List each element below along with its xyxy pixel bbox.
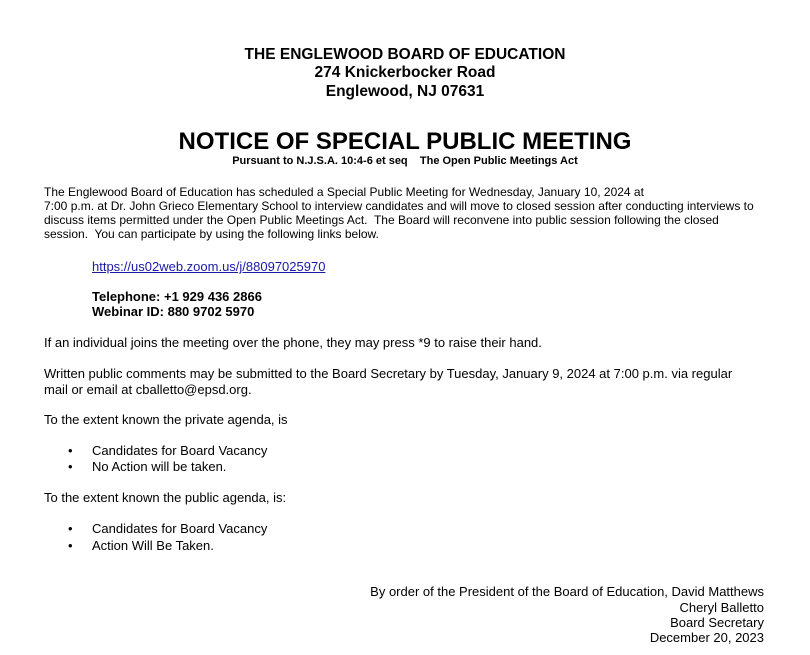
intro-line-2: 7:00 p.m. at Dr. John Grieco Elementary School to interview candidates and will move to closed session after conducting interviews to: [44, 199, 754, 213]
signature-by-order: By order of the President of the Board of Education, David Matthews: [370, 584, 764, 599]
address-line-1: 274 Knickerbocker Road: [314, 64, 496, 81]
bullet-icon: •: [68, 521, 73, 536]
telephone-number: Telephone: +1 929 436 2866: [92, 289, 262, 304]
org-name: THE ENGLEWOOD BOARD OF EDUCATION: [244, 46, 566, 63]
public-agenda-item: [68, 538, 368, 554]
bullet-icon: •: [68, 459, 73, 474]
agenda-item-text: No Action will be taken.: [92, 459, 227, 474]
intro-line-3: discuss items permitted under the Open Public Meetings Act. The Board will reconvene into public session following the closed: [44, 213, 719, 227]
intro-line-1: The Englewood Board of Education has scheduled a Special Public Meeting for Wednesday, January 10, 2024 at: [44, 185, 644, 199]
private-agenda-intro: To the extent known the private agenda, is: [44, 412, 288, 427]
bullet-icon: •: [68, 443, 73, 458]
zoom-meeting-link[interactable]: https://us02web.zoom.us/j/88097025970: [92, 259, 326, 274]
address-line-2: Englewood, NJ 07631: [325, 83, 485, 100]
bullet-icon: •: [68, 538, 73, 553]
agenda-item-text: Action Will Be Taken.: [92, 538, 214, 553]
signature-name: Cheryl Balletto: [679, 600, 764, 615]
notice-title: NOTICE OF SPECIAL PUBLIC MEETING: [178, 128, 632, 155]
signature-role: Board Secretary: [670, 615, 764, 630]
webinar-id: Webinar ID: 880 9702 5970: [92, 304, 255, 319]
intro-line-4: session. You can participate by using the following links below.: [44, 227, 379, 241]
agenda-item-text: Candidates for Board Vacancy: [92, 443, 268, 458]
notice-subtitle: Pursuant to N.J.S.A. 10:4-6 et seq The Open Public Meetings Act: [232, 155, 578, 167]
comments-line-2: mail or email at cballetto@epsd.org.: [44, 382, 252, 397]
private-agenda-item: [68, 459, 368, 475]
agenda-item-text: Candidates for Board Vacancy: [92, 521, 268, 536]
public-agenda-intro: To the extent known the public agenda, is:: [44, 490, 287, 505]
comments-line-1: Written public comments may be submitted to the Board Secretary by Tuesday, January 9, 2024 at 7:00 p.m. via regular: [44, 366, 733, 381]
phone-note: If an individual joins the meeting over the phone, they may press *9 to raise their hand.: [44, 335, 542, 350]
private-agenda-item: [68, 443, 368, 459]
public-agenda-item: [68, 521, 368, 537]
signature-date: December 20, 2023: [649, 630, 764, 645]
